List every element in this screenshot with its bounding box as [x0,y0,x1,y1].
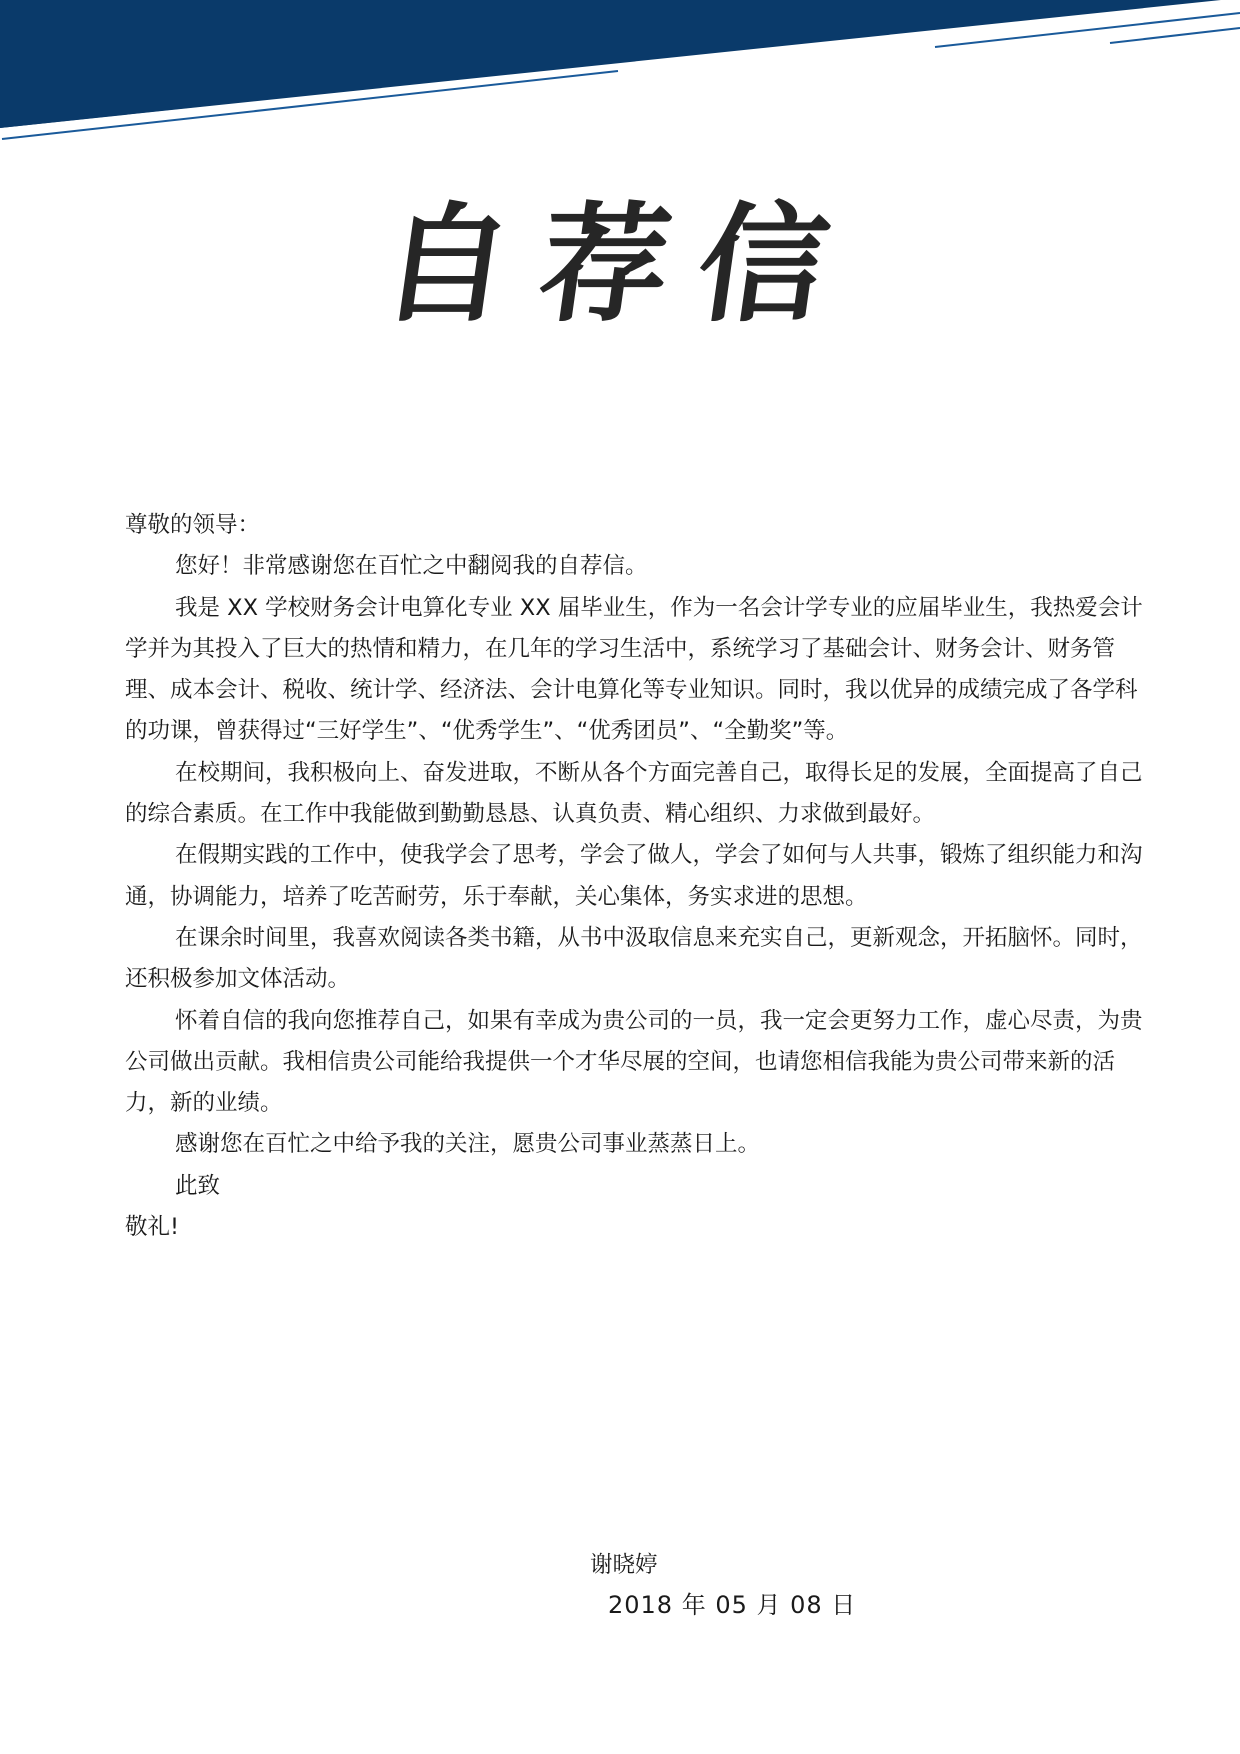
paragraph-education: 我是 XX 学校财务会计电算化专业 XX 届毕业生，作为一名会计学专业的应届毕业生，我热爱会计学并为其投入了巨大的热情和精力，在几年的学习生活中，系统学习了基础会计、财务会计、财务管理、成本会计、税收、统计学、经济法、会计电算化等专业知识。同时，我以优异的成绩完成了各学科的功课，曾获得过“三好学生”、“优秀学生”、“优秀团员”、“全勤奖”等。 [125,594,1143,745]
signature-name: 谢晓婷 [590,1552,658,1578]
accent-line-right-2 [1110,28,1240,43]
closing-salute: 敬礼! [125,1214,180,1241]
closing-respectfully: 此致 [175,1172,221,1199]
page-title: 自荐信 [372,190,868,340]
paragraph-greeting: 您好！非常感谢您在百忙之中翻阅我的自荐信。 [175,553,648,580]
paragraph-recommendation: 怀着自信的我向您推荐自己，如果有幸成为贵公司的一员，我一定会更努力工作，虚心尽责，为贵公司做出贡献。我相信贵公司能给我提供一个才华尽展的空间，也请您相信我能为贵公司带来新的活力，新的业绩。 [125,1007,1143,1117]
paragraph-thanks: 感谢您在百忙之中给予我的关注，愿贵公司事业蒸蒸日上。 [175,1131,761,1158]
header-decoration [0,0,1240,150]
paragraph-practice: 在假期实践的工作中，使我学会了思考，学会了做人，学会了如何与人共事，锻炼了组织能力和沟通，协调能力，培养了吃苦耐劳，乐于奉献，关心集体，务实求进的思想。 [125,842,1143,910]
letter-body [125,505,1145,1248]
signature-date: 2018 年 05 月 08 日 [608,1591,857,1619]
paragraph-school-life: 在校期间，我积极向上、奋发进取，不断从各个方面完善自己，取得长足的发展，全面提高了自己的综合素质。在工作中我能做到勤勤恳恳、认真负责、精心组织、力求做到最好。 [125,759,1143,828]
salutation: 尊敬的领导： [125,512,261,538]
paragraph-hobbies: 在课余时间里，我喜欢阅读各类书籍，从书中汲取信息来充实自己，更新观念，开拓脑怀。同时，还积极参加文体活动。 [125,924,1143,993]
